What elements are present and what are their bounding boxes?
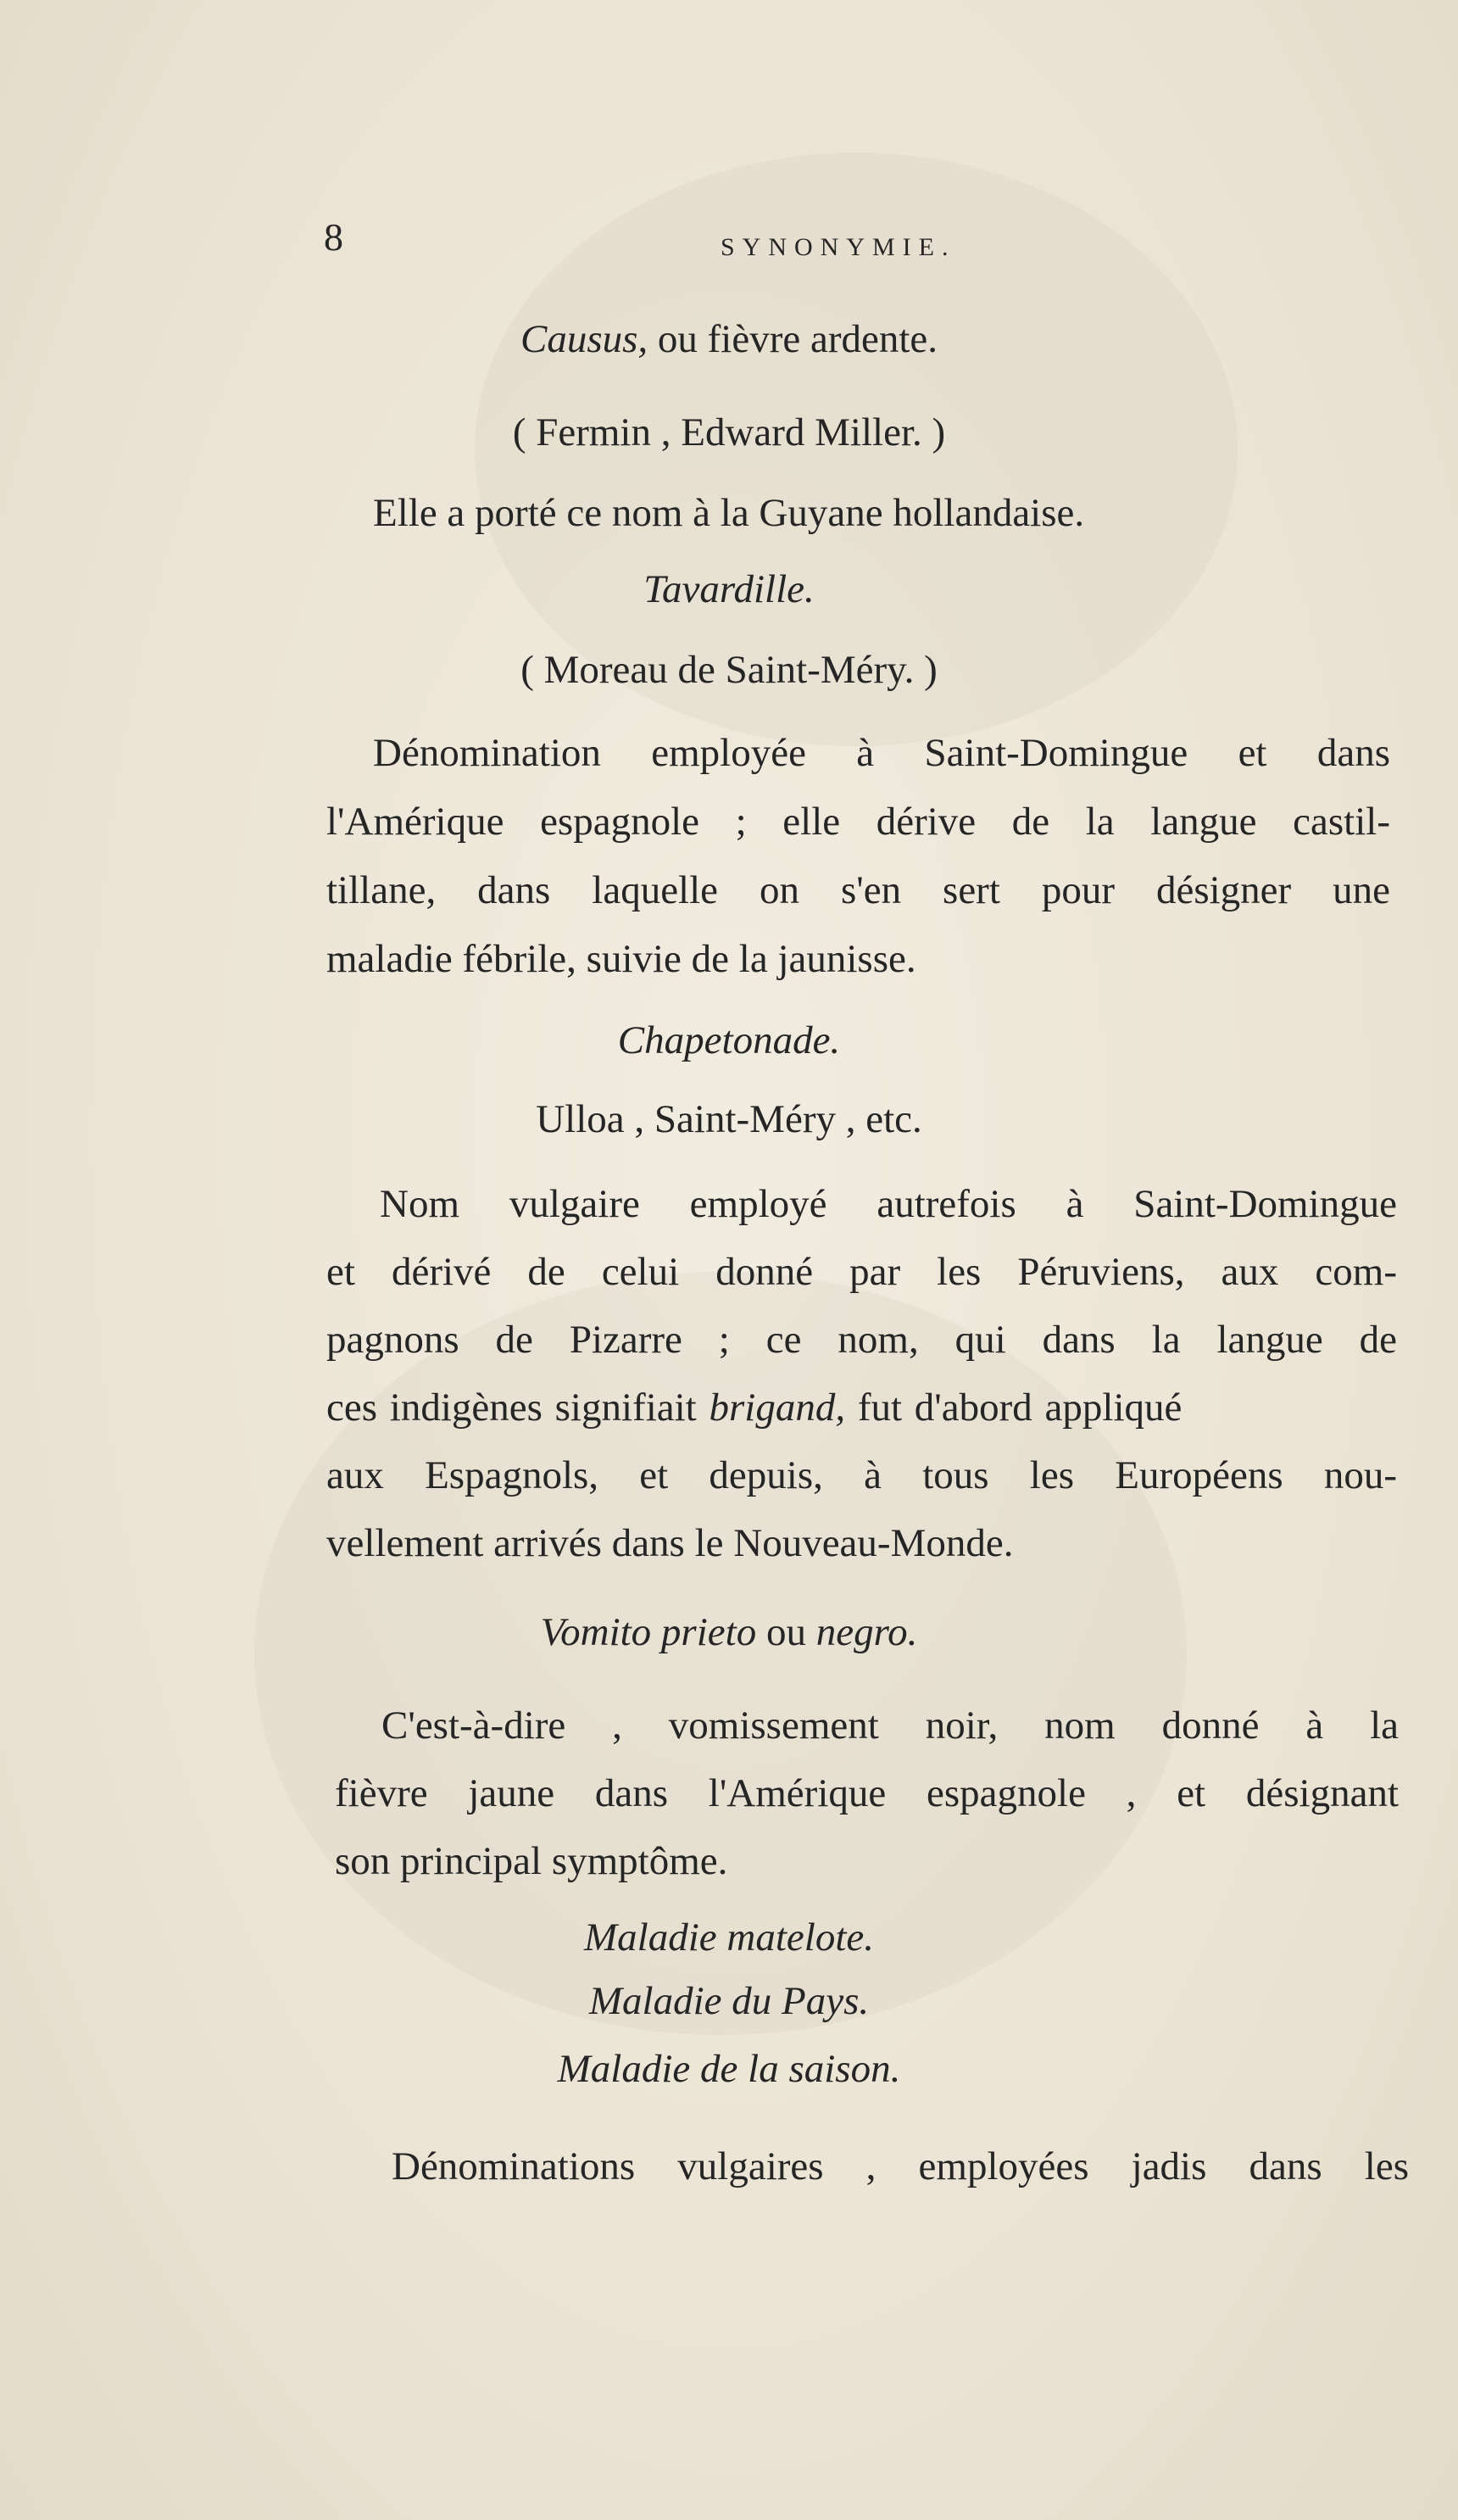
entry-text-line: l'Amérique espagnole ; elle dérive de la langue castil- xyxy=(326,800,1390,844)
synonym-term: Maladie de la saison. xyxy=(557,2047,901,2091)
entry-text-line: Nom vulgaire employé autrefois à Saint-Domingue xyxy=(380,1182,1397,1226)
synonym-term: Vomito prieto xyxy=(540,1610,757,1654)
synonym-term: negro. xyxy=(815,1610,918,1654)
synonym-term-joiner: ou xyxy=(756,1610,816,1654)
entry-heading xyxy=(0,1607,1458,1658)
entry-text-line: C'est-à-dire , vomissement noir, nom donné à la xyxy=(381,1703,1399,1748)
page-number: 8 xyxy=(324,215,343,259)
running-head: SYNONYMIE. xyxy=(721,233,956,261)
entry-text-line: Dénomination employée à Saint-Domingue et dans xyxy=(373,731,1390,775)
entry-text-line: son principal symptôme. xyxy=(335,1839,728,1883)
entry-heading xyxy=(0,314,1458,365)
entry-text-fragment: ces indigènes signifiait xyxy=(326,1385,710,1430)
entry-text-line: vellement arrivés dans le Nouveau-Monde. xyxy=(326,1521,1014,1565)
synonym-term: Causus, xyxy=(520,317,648,361)
entry-text-line: fièvre jaune dans l'Amérique espagnole , et désignant xyxy=(335,1771,1399,1815)
synonym-term: Tavardille. xyxy=(643,567,815,611)
synonym-term: Maladie du Pays. xyxy=(588,1979,870,2023)
synonym-term: Maladie matelote. xyxy=(584,1915,874,1960)
italic-word: brigand, xyxy=(709,1385,846,1430)
entry-text-line: aux Espagnols, et depuis, à tous les Européens nou- xyxy=(326,1453,1397,1497)
entry-text-fragment: fut d'abord appliqué xyxy=(845,1385,1183,1430)
entry-source: ( Fermin , Edward Miller. ) xyxy=(512,410,946,454)
synonym-term: Chapetonade. xyxy=(617,1018,841,1062)
entry-text-line xyxy=(326,1382,1182,1433)
entry-text-line: et dérivé de celui donné par les Péruviens, aux com- xyxy=(326,1250,1397,1294)
synonym-term-gloss: ou fièvre ardente. xyxy=(648,317,938,361)
entry-text-line: maladie fébrile, suivie de la jaunisse. xyxy=(326,937,916,981)
entry-text-line: pagnons de Pizarre ; ce nom, qui dans la langue de xyxy=(326,1318,1397,1362)
entry-source: Ulloa , Saint-Méry , etc. xyxy=(536,1097,922,1141)
entry-text-line: Dénominations vulgaires , employées jadis dans les xyxy=(392,2144,1409,2188)
entry-source: ( Moreau de Saint-Méry. ) xyxy=(520,648,938,692)
entry-text-line: tillane, dans laquelle on s'en sert pour désigner une xyxy=(326,868,1390,912)
entry-text-line: Elle a porté ce nom à la Guyane hollandaise. xyxy=(373,491,1085,535)
